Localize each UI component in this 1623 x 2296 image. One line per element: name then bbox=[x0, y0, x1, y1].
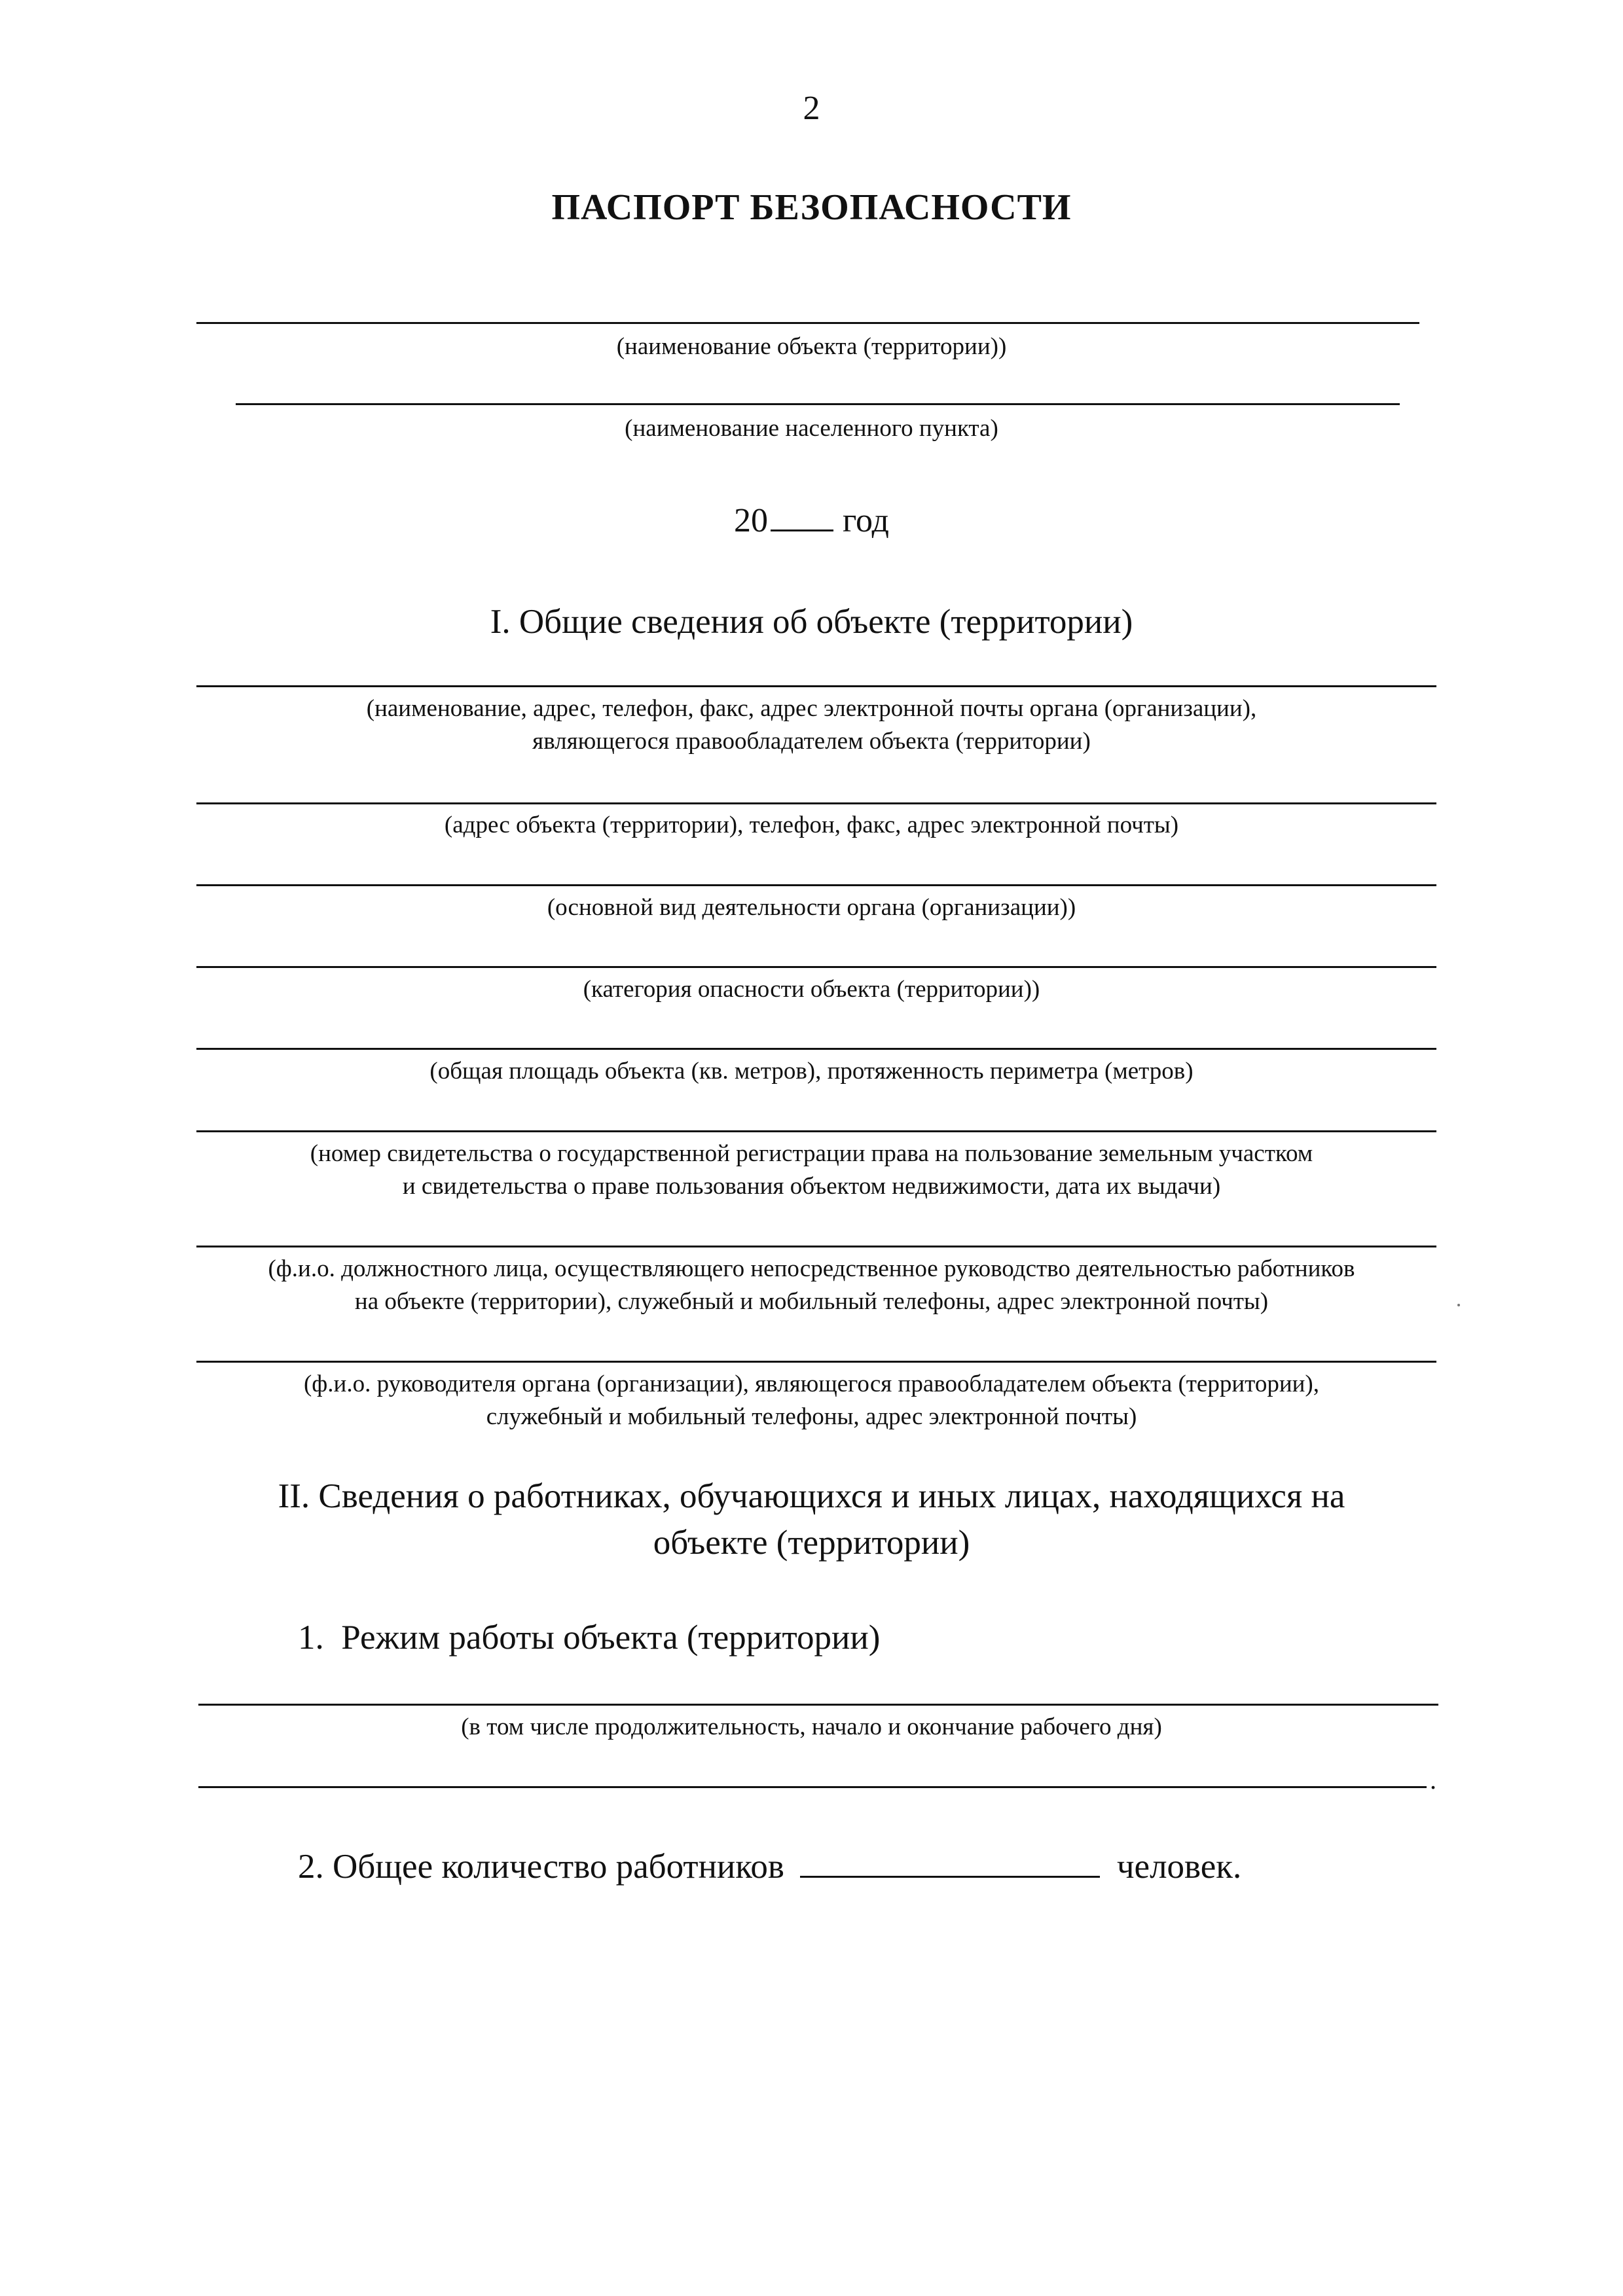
head-of-owner-blank-line[interactable] bbox=[196, 1361, 1436, 1363]
owner-info-caption-line1: (наименование, адрес, телефон, факс, адрес электронной почты органа (организации), bbox=[366, 695, 1257, 722]
hazard-category-blank-line[interactable] bbox=[196, 966, 1436, 968]
section1-heading: I. Общие сведения об объекте (территории) bbox=[490, 603, 1133, 641]
scan-speck bbox=[1457, 1304, 1460, 1306]
head-of-owner-caption-line1: (ф.и.о. руководителя органа (организации), являющегося правообладателем объекта (территории), bbox=[303, 1371, 1320, 1397]
object-name-blank-line[interactable] bbox=[196, 322, 1419, 324]
employee-count-label: 2. Общее количество работников bbox=[298, 1848, 784, 1886]
document-title: ПАСПОРТ БЕЗОПАСНОСТИ bbox=[551, 187, 1072, 228]
year-prefix: 20 bbox=[734, 502, 768, 539]
hazard-category-caption: (категория опасности объекта (территории)) bbox=[583, 976, 1040, 1003]
activity-blank-line[interactable] bbox=[196, 884, 1436, 886]
site-manager-blank-line[interactable] bbox=[196, 1246, 1436, 1247]
employee-count-unit: человек. bbox=[1116, 1848, 1242, 1886]
year-blank[interactable] bbox=[771, 501, 833, 531]
section2-heading-line1: II. Сведения о работниках, обучающихся и иных лицах, находящихся на bbox=[278, 1477, 1345, 1515]
site-manager-caption-line2: на объекте (территории), служебный и мобильный телефоны, адрес электронной почты) bbox=[354, 1288, 1269, 1315]
object-address-blank-line[interactable] bbox=[196, 802, 1436, 804]
owner-info-caption-line2: являющегося правообладателем объекта (территории) bbox=[532, 728, 1091, 755]
area-perimeter-blank-line[interactable] bbox=[196, 1048, 1436, 1050]
employee-count-blank[interactable] bbox=[800, 1846, 1100, 1878]
certificates-caption-line1: (номер свидетельства о государственной регистрации права на пользование земельным участком bbox=[310, 1140, 1313, 1167]
owner-info-blank-line[interactable] bbox=[196, 685, 1436, 687]
certificates-blank-line[interactable] bbox=[196, 1130, 1436, 1132]
settlement-blank-line[interactable] bbox=[236, 403, 1400, 405]
activity-caption: (основной вид деятельности органа (организации)) bbox=[547, 894, 1076, 921]
work-schedule-label: 1. Режим работы объекта (территории) bbox=[298, 1619, 881, 1657]
section2-heading-line2: объекте (территории) bbox=[653, 1524, 970, 1562]
work-schedule-second-blank-line[interactable] bbox=[198, 1786, 1427, 1788]
employee-count-line bbox=[298, 1846, 1241, 1888]
area-perimeter-caption: (общая площадь объекта (кв. метров), протяженность периметра (метров) bbox=[429, 1058, 1194, 1085]
certificates-caption-line2: и свидетельства о праве пользования объектом недвижимости, дата их выдачи) bbox=[402, 1173, 1221, 1200]
settlement-caption: (наименование населенного пункта) bbox=[625, 415, 998, 442]
page-number: 2 bbox=[803, 90, 820, 127]
object-address-caption: (адрес объекта (территории), телефон, факс, адрес электронной почты) bbox=[444, 812, 1179, 838]
work-schedule-caption: (в том числе продолжительность, начало и окончание рабочего дня) bbox=[461, 1713, 1162, 1740]
object-name-caption: (наименование объекта (территории)) bbox=[616, 333, 1007, 360]
work-schedule-blank-line[interactable] bbox=[198, 1704, 1438, 1706]
site-manager-caption-line1: (ф.и.о. должностного лица, осуществляющего непосредственное руководство деятельностью работников bbox=[268, 1255, 1355, 1282]
trailing-period: . bbox=[1430, 1765, 1436, 1795]
head-of-owner-caption-line2: служебный и мобильный телефоны, адрес электронной почты) bbox=[486, 1403, 1137, 1430]
year-suffix: год bbox=[843, 502, 889, 539]
year-line bbox=[0, 500, 1623, 542]
